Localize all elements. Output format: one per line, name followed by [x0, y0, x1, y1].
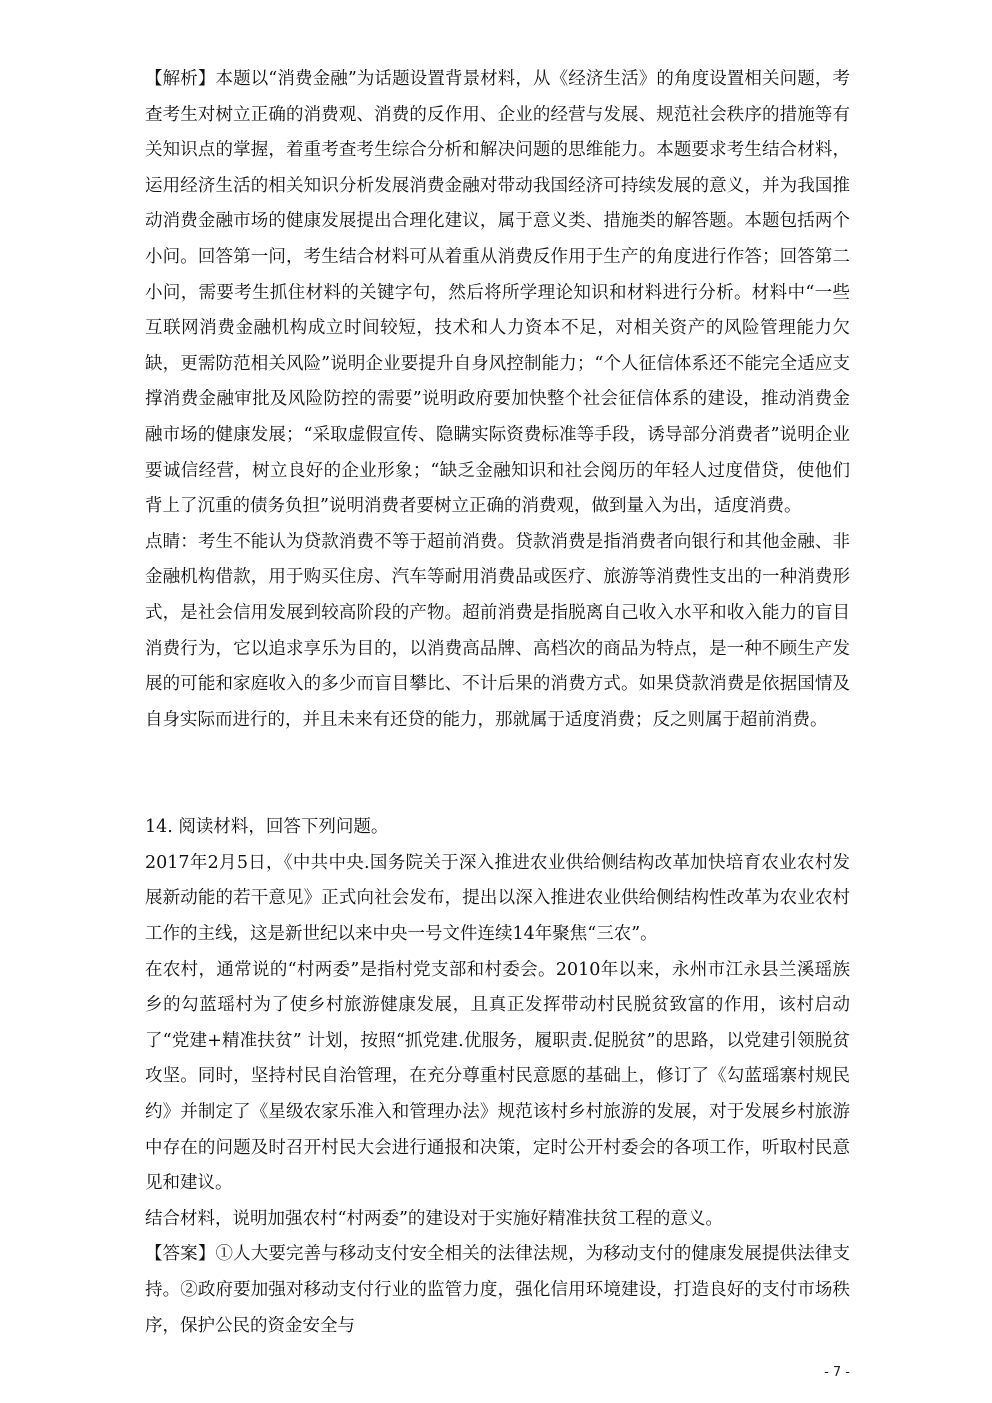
section-gap: [145, 738, 850, 810]
question-14-answer: 【答案】①人大要完善与移动支付安全相关的法律法规，为移动支付的健康发展提供法律支持。②政府要加强对移动支付行业的监管力度，强化信用环境建设，打造良好的支付市场秩序，保护公民的资金安全与: [145, 1244, 850, 1336]
question-14-heading: 14. 阅读材料，回答下列问题。: [145, 817, 389, 838]
question-14-material-2: 在农村，通常说的“村两委”是指村党支部和村委会。2010年以来，永州市江永县兰溪瑶族乡的勾蓝瑶村为了使乡村旅游健康发展，且真正发挥带动村民脱贫致富的作用，该村启动了“党建+精准扶贫” 计划，按照“抓党建.优服务，履职责.促脱贫”的思路，以党建引领脱贫攻坚。同时，坚持村民自治管理，在充分尊重村民意愿的基础上，修订了《勾蓝瑶寨村规民约》并制定了《星级农家乐准入和管理办法》规范该村乡村旅游的发展，对于发展乡村旅游中存在的问题及时召开村民大会进行通报和决策，定时公开村委会的各项工作，听取村民意见和建议。: [145, 959, 850, 1194]
page-number: - 7 -: [824, 1365, 850, 1380]
tip-paragraph: 点睛：考生不能认为贷款消费不等于超前消费。贷款消费是指消费者向银行和其他金融、非金融机构借款，用于购买住房、汽车等耐用消费品或医疗、旅游等消费性支出的一种消费形式，是社会信用发展到较高阶段的产物。超前消费是指脱离自己收入水平和收入能力的盲目消费行为，它以追求享乐为目的，以消费高品牌、高档次的商品为特点，是一种不顾生产发展的可能和家庭收入的多少而盲目攀比、不计后果的消费方式。如果贷款消费是依据国情及自身实际而进行的，并且未来有还贷的能力，那就属于适度消费；反之则属于超前消费。: [145, 531, 850, 730]
question-14-prompt: 结合材料，说明加强农村“村两委”的建设对于实施好精准扶贫工程的意义。: [145, 1208, 723, 1229]
analysis-paragraph: 【解析】本题以“消费金融”为话题设置背景材料，从《经济生活》的角度设置相关问题，考查考生对树立正确的消费观、消费的反作用、企业的经营与发展、规范社会秩序的措施等有关知识点的掌握，着重考查考生综合分析和解决问题的思维能力。本题要求考生结合材料，运用经济生活的相关知识分析发展消费金融对带动我国经济可持续发展的意义，并为我国推动消费金融市场的健康发展提出合理化建议，属于意义类、措施类的解答题。本题包括两个小问。回答第一问，考生结合材料可从着重从消费反作用于生产的角度进行作答；回答第二小问，需要考生抓住材料的关键字句，然后将所学理论知识和材料进行分析。材料中“一些互联网消费金融机构成立时间较短，技术和人力资本不足，对相关资产的风险管理能力欠缺，更需防范相关风险”说明企业要提升自身风控制能力；“个人征信体系还不能完全适应支撑消费金融审批及风险防控的需要”说明政府要加快整个社会征信体系的建设，推动消费金融市场的健康发展；“采取虚假宣传、隐瞒实际资费标准等手段，诱导部分消费者”说明企业要诚信经营，树立良好的企业形象；“缺乏金融知识和社会阅历的年轻人过度借贷，使他们背上了沉重的债务负担”说明消费者要树立正确的消费观，做到量入为出，适度消费。: [145, 69, 850, 517]
question-14-material-1: 2017年2月5日，《中共中央.国务院关于深入推进农业供给侧结构改革加快培育农业农村发展新动能的若干意见》正式向社会发布，提出以深入推进农业供给侧结构性改革为农业农村工作的主线，这是新世纪以来中央一号文件连续14年聚焦“三农”。: [145, 852, 850, 945]
document-body: [145, 62, 850, 1344]
